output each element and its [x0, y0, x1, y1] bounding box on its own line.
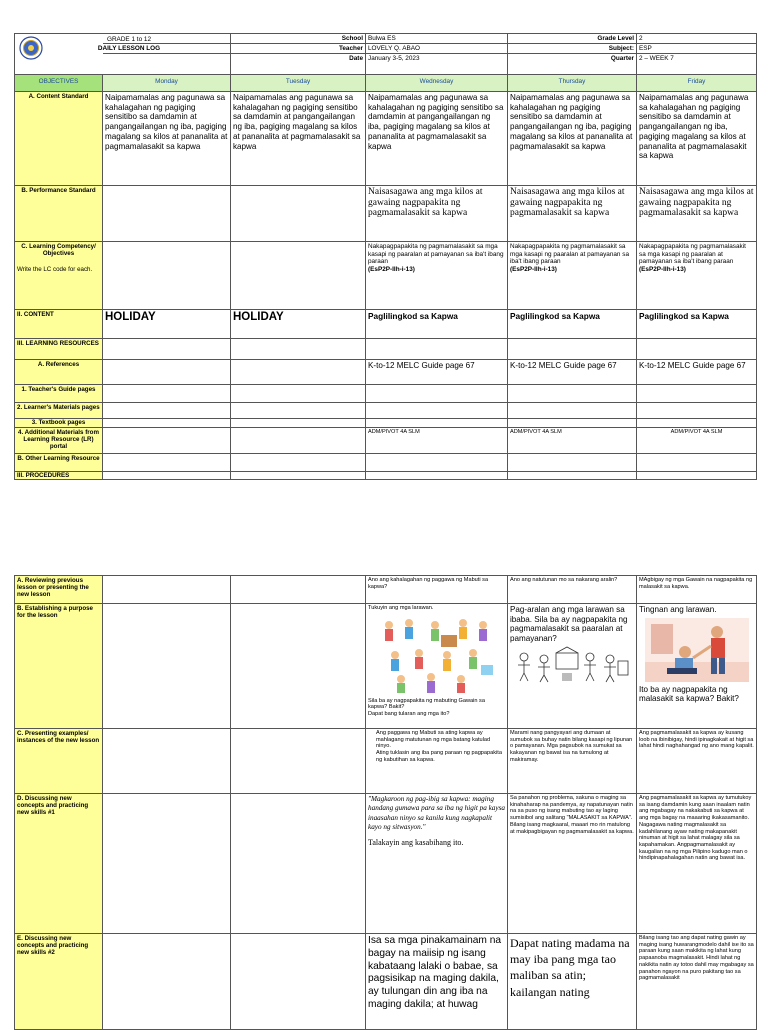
reference-thu: K-to-12 MELC Guide page 67	[508, 360, 637, 385]
discussing-2-label: E. Discussing new concepts and practicing new skills #2	[15, 934, 103, 1030]
grade-range: GRADE 1 to 12	[106, 36, 152, 43]
textbook-row	[15, 419, 757, 428]
content-row	[15, 310, 757, 339]
deped-seal-icon	[19, 36, 43, 60]
purpose-label: B. Establishing a purpose for the lesson	[15, 604, 103, 729]
friday-header: Friday	[637, 75, 757, 92]
date-value: January 3-5, 2023	[366, 54, 508, 75]
lc-code-note: Write the LC code for each.	[17, 266, 93, 274]
learning-resources-label: III. LEARNING RESOURCES	[15, 339, 103, 360]
competency-text: Nakapagpapakita ng pagmamalasakit sa mga kasapi ng paaralan at pamayanan sa iba't ibang paraan	[510, 243, 630, 266]
teacher-label: Teacher	[231, 44, 366, 54]
teacher-value: LOVELY Q. ABAO	[366, 44, 508, 54]
additional-thu: ADM/PIVOT 4A SLM	[508, 428, 637, 454]
learning-resources-row	[15, 339, 757, 360]
learners-materials-row	[15, 403, 757, 419]
additional-wed: ADM/PIVOT 4A SLM	[366, 428, 508, 454]
subject-value: ESP	[637, 44, 757, 54]
content-standard-tue: Naipamamalas ang pagunawa sa kahalagahan ng pagiging sensitibo sa damdamin at pangangailangan ng iba, pagiging magalang sa kilos at pananalita at pagmamalasakit sa kapwa	[231, 92, 366, 186]
header-row-school	[15, 34, 757, 44]
reviewing-thu: Ano ang natutunan mo sa nakarang aralin?	[508, 576, 637, 604]
purpose-thu	[508, 604, 637, 729]
grade-level-value: 2	[637, 34, 757, 44]
performance-standard-fri: Naisasagawa ang mga kilos at gawaing nagpapakita ng pagmamalasakit sa kapwa	[637, 186, 757, 242]
header-logo-cell	[15, 34, 161, 75]
children-helping-illustration	[377, 615, 497, 695]
thursday-header: Thursday	[508, 75, 637, 92]
procedures-row	[15, 472, 757, 480]
lc-code: (EsP2P-IIh-i-13)	[639, 266, 686, 274]
tuesday-header: Tuesday	[231, 75, 366, 92]
presenting-label: C. Presenting examples/ instances of the new lesson	[15, 729, 103, 794]
presenting-row	[15, 729, 757, 794]
discussing-1-wed-prompt: Talakayin ang kasabihang ito.	[368, 838, 464, 848]
content-standard-thu: Naipamamalas ang pagunawa sa kahalagahan ng pagiging sensitibo sa damdamin at pangangailangan ng iba, pagiging magalang sa kilos at pananalita at pagmamalasakit sa kapwa	[508, 92, 637, 186]
textbook-label: 3. Textbook pages	[15, 419, 103, 428]
competency-wed	[366, 242, 508, 310]
topic-wed: Paglilingkod sa Kapwa	[366, 310, 508, 339]
presenting-fri: Ang pagmamalasakit sa kapwa ay kusang loob na ibinibigay, hindi ipinagkakait at higit sa lahat hindi naghahangad ng ano mang kapalit.	[637, 729, 757, 794]
content-standard-row	[15, 92, 757, 186]
content-standard-label: A. Content Standard	[15, 92, 103, 186]
performance-standard-row	[15, 186, 757, 242]
school-label: School	[231, 34, 366, 44]
teachers-guide-row	[15, 385, 757, 403]
lesson-log-table-bottom	[14, 575, 757, 1030]
discussing-1-thu: Sa panahon ng problema, sakuna o maging sa kinahaharap na pandemya, ay napatunayan natin na sa puso ng isang mabuting tao ay laging sumisibol ang salitang "MALASAKIT sa KAPWA". Bilang isang magkaaral, maaari mo rin matulong at makipagbigayan ng pagmamalasakit sa kapwa.	[508, 794, 637, 934]
monday-header: Monday	[103, 75, 231, 92]
competency-label: C. Learning Competency/ Objectives	[21, 243, 96, 258]
references-label: A. References	[15, 360, 103, 385]
discussing-1-row	[15, 794, 757, 934]
wednesday-header: Wednesday	[366, 75, 508, 92]
discussing-2-wed: Isa sa mga pinakamainam na bagay na maiisip ng isang kabataang lalaki o babae, sa pagsisikap na maging dakila, ay tulungan din ang iba na maging dakila; at huwag	[366, 934, 508, 1030]
discussing-2-row	[15, 934, 757, 1030]
reviewing-label: A. Reviewing previous lesson or presenting the new lesson	[15, 576, 103, 604]
document-title: DAILY LESSON LOG	[97, 45, 161, 52]
presenting-thu: Marami nang pangyayari ang dumaan at sumubok sa buhay natin bilang kasapi ng lipunan o pamayanan. Mga pagsubok na sumukat sa kakayanan ng bawat isa na tumulong at makiramay.	[508, 729, 637, 794]
grade-level-label: Grade Level	[508, 34, 637, 44]
competency-text: Nakapagpapakita ng pagmamalasakit sa mga kasapi ng paaralan at pamayanan sa iba't ibang paraan	[639, 243, 746, 266]
quarter-label: Quarter	[508, 54, 637, 75]
content-standard-wed: Naipamamalas ang pagunawa sa kahalagahan ng pagiging sensitibo sa damdamin at pangangailangan ng iba, pagiging magalang sa kilos at pananalita at pagmamalasakit sa kapwa	[366, 92, 508, 186]
community-sketch-illustration	[514, 647, 630, 685]
date-label: Date	[231, 54, 366, 75]
purpose-fri-question: Ito ba ay nagpapakita ng malasakit sa kapwa? Bakit?	[639, 684, 739, 704]
content-standard-mon: Naipamamalas ang pagunawa sa kahalagahan ng pagiging sensitibo sa damdamin at pangangailangan ng iba, pagiging magalang sa kilos at pananalita at pagmamalasakit sa kapwa	[103, 92, 231, 186]
quarter-value: 2 – WEEK 7	[637, 54, 757, 75]
teachers-guide-label: 1. Teacher's Guide pages	[15, 385, 103, 403]
additional-materials-row	[15, 428, 757, 454]
procedures-label: III. PROCEDURES	[15, 472, 103, 480]
reference-fri: K-to-12 MELC Guide page 67	[637, 360, 757, 385]
topic-thu: Paglilingkod sa Kapwa	[508, 310, 637, 339]
discussing-2-fri: Bilang isang tao ang dapat nating gawin ay maging isang huwarangmodelo dahil ise ito sa paraan kung saan makikita ng lahat kung papaanoba magmalasakit. Hindi lahat ng nakikita natin ay totoo dahil may mgabagay sa panahon ngayon na puro pakitang tao sa pagmamalasakit	[637, 934, 757, 1030]
content-label: II. CONTENT	[15, 310, 103, 339]
performance-standard-wed: Naisasagawa ang mga kilos at gawaing nagpapakita ng pagmamalasakit sa kapwa	[366, 186, 508, 242]
additional-materials-label: 4. Additional Materials from Learning Resource (LR) portal	[15, 428, 103, 454]
holiday-tue: HOLIDAY	[231, 310, 366, 339]
competency-fri	[637, 242, 757, 310]
lc-code: (EsP2P-IIh-i-13)	[368, 266, 415, 274]
competency-thu	[508, 242, 637, 310]
reference-wed: K-to-12 MELC Guide page 67	[366, 360, 508, 385]
discussing-1-fri: Ang pagmamalasakit sa kapwa ay tumutukoy sa isang damdamin kung saan inaalam natin ang mgabagay na nakakabuti sa kapwa at ang mga bagay na maaaring ikakasamanito. Nagagawa nating magmalasakit sa kadahilanang ayaw nating makapanakit ninuman at higit sa lahat malagay sila sa kapahamakan. Angpagmamalasakit ay kaugalian na ng mga Pilipino kadugo man o hindipinapahalagahan natin ang bawat isa.	[637, 794, 757, 934]
competency-row	[15, 242, 757, 310]
performance-standard-thu: Naisasagawa ang mga kilos at gawaing nagpapakita ng pagmamalasakit sa kapwa	[508, 186, 637, 242]
helping-injured-person-illustration	[645, 618, 749, 682]
reviewing-fri: MAgbigay ng mga Gawain na nagpapakita ng malasakit sa kapwa.	[637, 576, 757, 604]
other-resource-row	[15, 454, 757, 472]
purpose-wed-followup: Dapat bang tularan ang mga ito?	[368, 711, 450, 718]
discussing-2-thu: Dapat nating madama na may iba pang mga tao maliban sa atin; kailangan nating	[508, 934, 637, 1030]
discussing-1-wed	[366, 794, 508, 934]
purpose-fri	[637, 604, 757, 729]
purpose-thu-text: Pag-aralan ang mga larawan sa ibaba. Sila ba ay nagpapakita ng pagmamalasakit sa paaralan at pamayanan?	[510, 605, 628, 644]
day-header-row	[15, 75, 757, 92]
additional-fri: ADM/PIVOT 4A SLM	[637, 428, 757, 454]
reviewing-wed: Ano ang kahalagahan ng paggawa ng Mabuti sa kapwa?	[366, 576, 508, 604]
other-resource-label: B. Other Learning Resource	[15, 454, 103, 472]
school-value: Bulwa ES	[366, 34, 508, 44]
discussing-1-label: D. Discussing new concepts and practicing new skills #1	[15, 794, 103, 934]
presenting-wed-p2: Ating tuklasin ang iba pang paraan ng pagpapakita ng kabutihan sa kapwa.	[376, 750, 502, 763]
objectives-header: OBJECTIVES	[15, 75, 103, 92]
purpose-wed-instruction: Tukuyin ang mga larawan.	[368, 605, 434, 611]
topic-fri: Paglilingkod sa Kapwa	[637, 310, 757, 339]
subject-label: Subject:	[508, 44, 637, 54]
learners-materials-label: 2. Learner's Materials pages	[15, 403, 103, 419]
competency-label-cell	[15, 242, 103, 310]
purpose-row	[15, 604, 757, 729]
references-row	[15, 360, 757, 385]
lc-code: (EsP2P-IIh-i-13)	[510, 266, 557, 274]
presenting-wed-p1: Ang paggawa ng Mabuti sa ating kapwa ay mahlagang matutunan ng mga batang katulad ninyo.	[376, 730, 491, 750]
content-standard-fri: Naipamamalas ang pagunawa sa kahalagahan ng pagiging sensitibo sa damdamin at pangangailangan ng iba, pagiging magalang sa kilos at pananalita at pagmamalasakit sa kapwa	[637, 92, 757, 186]
competency-text: Nakapagpapakita ng pagmamalasakit sa mga kasapi ng paaralan at pamayanan sa iba't ibang paraan	[368, 243, 504, 266]
purpose-wed	[366, 604, 508, 729]
lesson-log-table-top	[14, 33, 757, 480]
reviewing-row	[15, 576, 757, 604]
performance-standard-label: B. Performance Standard	[15, 186, 103, 242]
quote-text: "Magkaroon ng pag-ibig sa kapwa: maging handang gumawa para sa iba ng higit pa kaysa inaasahan ninyo sa kanila kung nagkapalit kayo ng sitwasyon."	[368, 795, 505, 832]
holiday-mon: HOLIDAY	[103, 310, 231, 339]
purpose-fri-instruction: Tingnan ang larawan.	[639, 605, 717, 614]
purpose-wed-question: Sila ba ay nagpapakita ng mabuting Gawain sa kapwa? Bakit?	[368, 697, 485, 711]
header-row-date	[15, 54, 757, 75]
presenting-wed	[366, 729, 508, 794]
